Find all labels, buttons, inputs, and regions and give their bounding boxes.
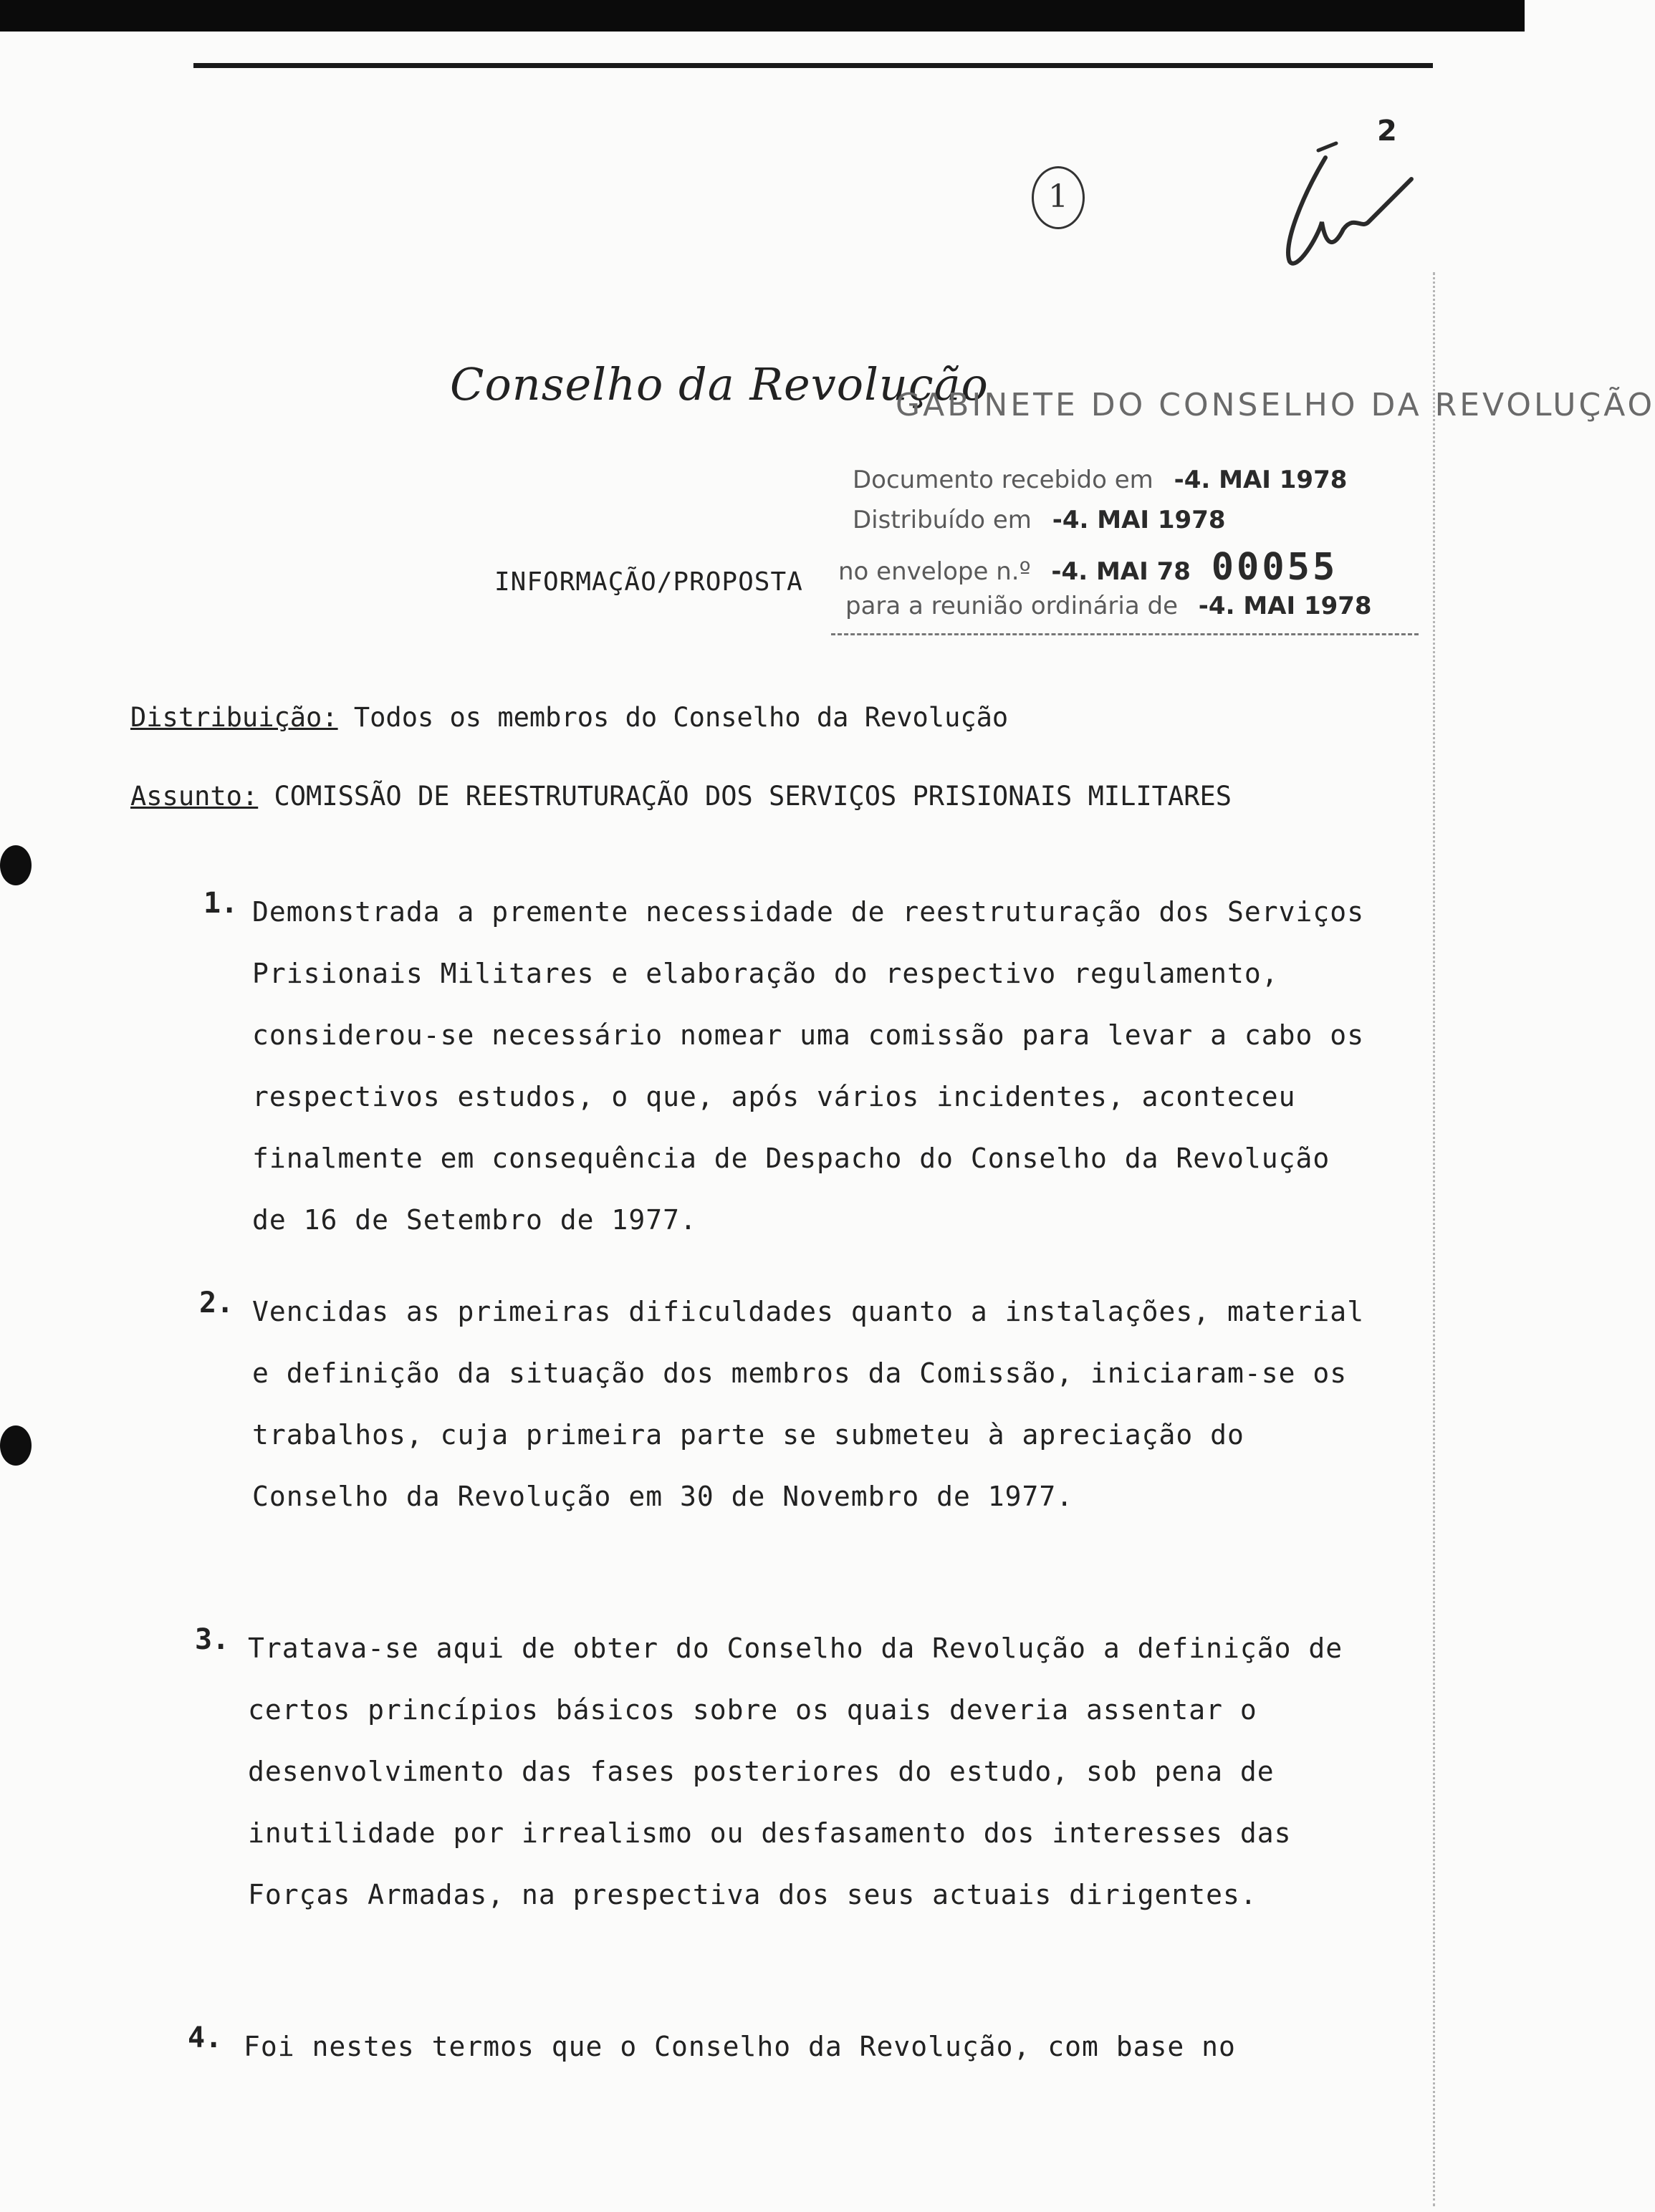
stamp-meeting-label: para a reunião ordinária de: [845, 592, 1178, 620]
scan-right-edge: [1433, 272, 1435, 2206]
subject-label: Assunto:: [130, 781, 259, 812]
punch-hole: [0, 845, 32, 885]
paragraph: Demonstrada a premente necessidade de reestruturação dos Serviços Prisionais Militares e elaboração do respectivo regulamento, considerou-se necessário nomear uma comissão para levar a cabo os respectivos estudos, o que, após vários incidentes, aconteceu finalmente em consequência de Despacho do Conselho da Revolução de 16 de Setembro de 1977.: [252, 896, 1365, 1236]
stamp-rule: [831, 633, 1419, 638]
stamp-received-label: Documento recebido em: [853, 466, 1153, 494]
distribution-line: [130, 702, 1008, 733]
stamp-received-date: -4. MAI 1978: [1174, 466, 1348, 494]
scan-top-edge: [0, 0, 1525, 32]
paragraph: Vencidas as primeiras dificuldades quanto a instalações, material e definição da situação dos membros da Comissão, iniciaram-se os trabalhos, cuja primeira parte se submeteu à apreciação do Conselho da Revolução em 30 de Novembro de 1977.: [252, 1296, 1365, 1512]
stamp-distributed-label: Distribuído em: [853, 506, 1032, 534]
document-type: INFORMAÇÃO/PROPOSTA: [494, 567, 803, 597]
folio-number: 1: [1032, 166, 1085, 229]
paragraph-number: 1.: [203, 887, 239, 920]
paragraph-number: 4.: [188, 2021, 223, 2054]
signature-icon: [1275, 136, 1419, 279]
stamp-received: [853, 466, 1347, 494]
paragraph: Foi nestes termos que o Conselho da Revolução, com base no: [244, 2031, 1236, 2062]
stamp-envelope-date: -4. MAI 78: [1051, 557, 1191, 586]
paragraph-number: 3.: [195, 1623, 230, 1656]
stamp-envelope: [838, 546, 1338, 589]
stamp-meeting-date: -4. MAI 1978: [1198, 592, 1372, 620]
stamp-distributed: [853, 506, 1226, 534]
stamp-header: GABINETE DO CONSELHO DA REVOLUÇÃO: [896, 387, 1655, 423]
subject-value: COMISSÃO DE REESTRUTURAÇÃO DOS SERVIÇOS PRISIONAIS MILITARES: [274, 781, 1232, 812]
top-rule: [193, 63, 1433, 68]
paragraph-number: 2.: [199, 1287, 234, 1319]
distribution-value: Todos os membros do Conselho da Revolução: [353, 702, 1009, 733]
stamp-distributed-date: -4. MAI 1978: [1052, 506, 1226, 534]
page-number: 2: [1377, 115, 1397, 148]
subject-line: [130, 781, 1232, 812]
distribution-label: Distribuição:: [130, 702, 338, 733]
stamp-meeting: [845, 592, 1372, 620]
paragraph: Tratava-se aqui de obter do Conselho da Revolução a definição de certos princípios básicos sobre os quais deveria assentar o desenvolvimento das fases posteriores do estudo, sob pena de inutilidade por irrealismo ou desfasamento dos interesses das Forças Armadas, na prespectiva dos seus actuais dirigentes.: [248, 1632, 1343, 1910]
stamp-envelope-label: no envelope n.º: [838, 557, 1031, 586]
letterhead: Conselho da Revolução: [450, 358, 989, 410]
punch-hole: [0, 1425, 32, 1466]
stamp-envelope-number: 00055: [1211, 546, 1338, 589]
